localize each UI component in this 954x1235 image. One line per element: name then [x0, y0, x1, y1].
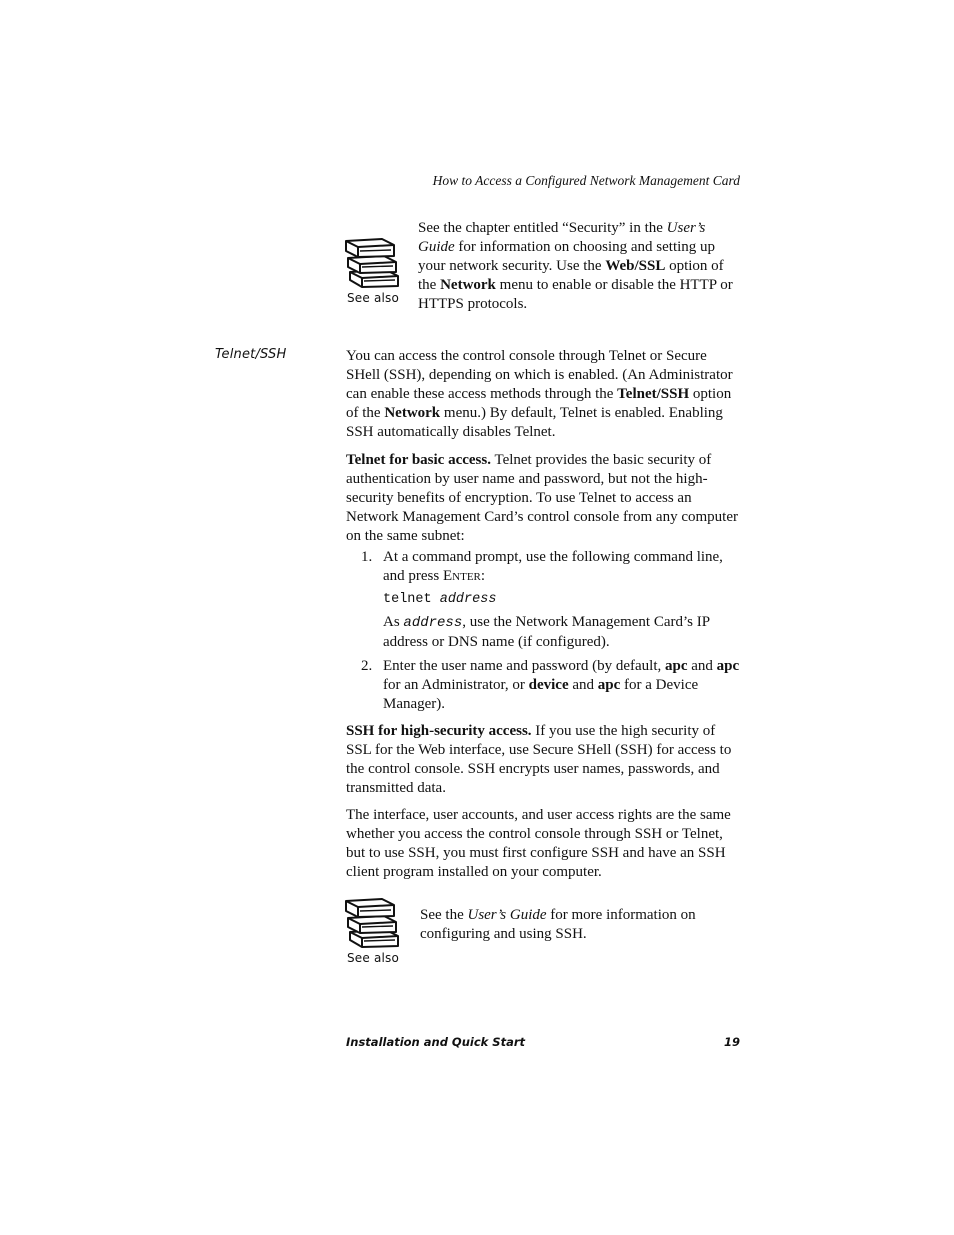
see-also-block [340, 236, 406, 305]
intro-paragraph: You can access the control console through Telnet or Secure SHell (SSH), depending on which is enabled. (An Administrator can enable these access methods through the Telnet/SSH option of the Network menu.) By default, Telnet is enabled. Enabling SSH automatically disables Telnet. [346, 348, 733, 440]
see-also-note-security: See the chapter entitled “Security” in the User’s Guide for information on choosing and setting up your network security. Use the Web/SSL option of the Network menu to enable or disable the HTTP or HTTPS protocols. [418, 220, 733, 312]
step-list [361, 548, 741, 714]
books-icon [340, 236, 406, 288]
telnet-paragraph: Telnet for basic access. Telnet provides the basic security of authentication by user name and password, but not the high-security benefits of encryption. To use Telnet to access an Network Management Card’s control console from any computer on the same subnet: [346, 452, 738, 544]
see-also-block [340, 896, 406, 965]
step-note: As address, use the Network Management Card’s IP address or DNS name (if configured). [383, 614, 710, 650]
page-number: 19 [723, 1035, 740, 1049]
ssh-paragraph: SSH for high-security access. If you use the high security of SSL for the Web interface, use Secure SHell (SSH) for access to the control console. SSH encrypts user names, passwords, and transmitted data. [346, 723, 732, 796]
list-item: 2. Enter the user name and password (by default, apc and apc for an Administrator, or device and apc for a Device Manager). [361, 658, 740, 712]
footer-title: Installation and Quick Start [346, 1035, 526, 1049]
interface-paragraph: The interface, user accounts, and user access rights are the same whether you access the control console through SSH or Telnet, but to use SSH, you must first configure SSH and have an SSH client program installed on your computer. [346, 807, 731, 880]
books-icon [340, 896, 406, 948]
see-also-label: See also [346, 291, 400, 305]
running-header: How to Access a Configured Network Management Card [432, 173, 740, 188]
command-line: telnet address [383, 592, 497, 607]
section-heading: Telnet/SSH [215, 347, 287, 362]
list-item: 1. At a command prompt, use the following command line, and press Enter: [361, 549, 723, 584]
see-also-note-ssh: See the User’s Guide for more information on configuring and using SSH. [420, 907, 696, 942]
see-also-label: See also [346, 951, 400, 965]
